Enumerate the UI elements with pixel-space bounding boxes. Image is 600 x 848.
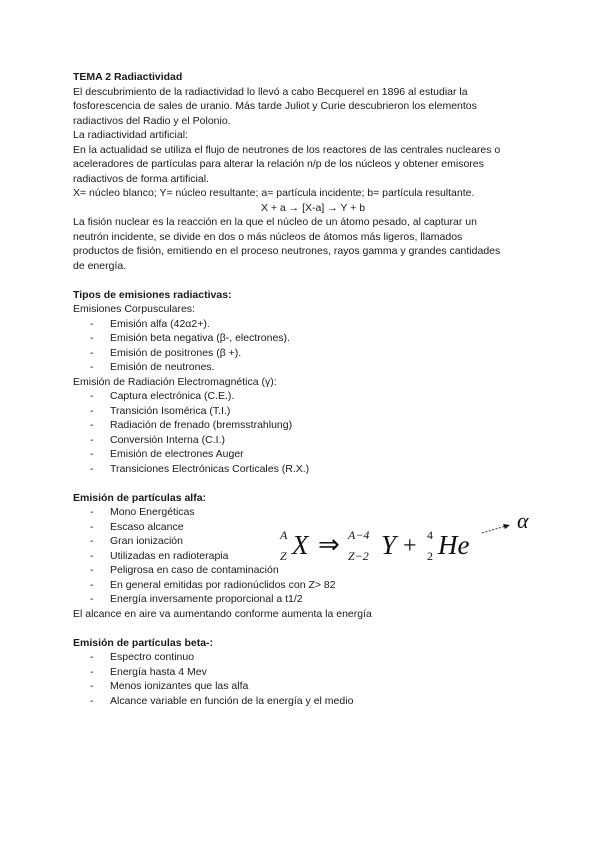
list-item: [73, 462, 553, 477]
formula-mass-number: A: [280, 528, 288, 542]
reaction-equation: X + a → [X-a] → Y + b: [260, 201, 366, 214]
list-item-text: Peligrosa en caso de contaminación: [110, 564, 279, 576]
alfa-heading: Emisión de partículas alfa:: [73, 491, 207, 504]
formula-daughter-symbol: Y: [381, 530, 397, 560]
beta-list: [73, 650, 553, 708]
formula-daughter-mass: A−4: [348, 528, 370, 542]
list-item: [73, 433, 553, 448]
spacer: [73, 273, 553, 288]
list-item-text: Emisión alfa (42α2+).: [110, 317, 210, 330]
formula-atomic-number: Z: [280, 549, 287, 563]
dash-bullet: -: [90, 535, 94, 547]
artificial-line: En la actualidad se utiliza el flujo de neutrones de los reactores de las centrales nucleares o: [73, 143, 501, 156]
list-item-text: Menos ionizantes que las alfa: [110, 680, 249, 692]
list-item-text: Emisión de neutrones.: [110, 361, 215, 373]
dash-bullet: -: [90, 564, 94, 576]
list-item-text: En general emitidas por radionúclidos con Z> 82: [110, 578, 336, 591]
list-item: [73, 317, 553, 332]
formula-he-atomic: 2: [427, 549, 433, 563]
dash-bullet: -: [90, 448, 94, 460]
alpha-symbol: α: [517, 508, 529, 533]
alpha-arrow: [480, 507, 540, 542]
formula-daughter-atomic: Z−2: [348, 549, 369, 563]
list-item: [73, 665, 553, 680]
list-item: [73, 650, 553, 665]
document-title: TEMA 2 Radiactividad: [73, 71, 183, 83]
formula-helium-symbol: He: [438, 530, 470, 560]
dash-bullet: -: [90, 317, 94, 330]
dash-bullet: -: [90, 680, 94, 692]
arrow-head-icon: [503, 524, 510, 529]
list-item-text: Energía hasta 4 Mev: [110, 665, 207, 678]
list-item-text: Utilizadas en radioterapia: [110, 549, 229, 562]
beta-heading: Emisión de partículas beta-:: [73, 636, 214, 649]
definitions-line: X= núcleo blanco; Y= núcleo resultante; a= partícula incidente; b= partícula resultante.: [73, 187, 475, 199]
dash-bullet: -: [90, 433, 94, 446]
dash-bullet: -: [90, 419, 94, 431]
list-item: [73, 331, 553, 346]
list-item-text: Gran ionización: [110, 535, 183, 547]
document-page: [73, 70, 553, 708]
alpha-decay-formula: [278, 520, 508, 570]
alfa-note: El alcance en aire va aumentando conforme aumenta la energía: [73, 607, 372, 620]
artificial-line: radiactivos de forma artificial.: [73, 172, 209, 185]
fission-line: de energía.: [73, 259, 127, 272]
list-item: [73, 418, 553, 433]
fission-line: La fisión nuclear es la reacción en la que el núcleo de un átomo pesado, al capturar un: [73, 216, 477, 228]
fission-line: productos de fisión, emitiendo en el proceso neutrones, rayos gamma y grandes cantidades: [73, 245, 501, 257]
dash-bullet: -: [90, 404, 94, 417]
intro-line: El descubrimiento de la radiactividad lo llevó a cabo Becquerel en 1896 al estudiar la: [73, 85, 468, 98]
formula-parent-symbol: X: [292, 530, 309, 560]
dash-bullet: -: [90, 665, 94, 678]
dash-bullet: -: [90, 361, 94, 373]
list-item: [73, 360, 553, 375]
formula-plus: +: [403, 533, 417, 559]
list-item-text: Conversión Interna (C.I.): [110, 433, 225, 446]
list-item-text: Energía inversamente proporcional a t1/2: [110, 593, 303, 605]
intro-line: radiactivos del Radio y el Polonio.: [73, 114, 231, 127]
corpusculares-list: [73, 317, 553, 375]
dash-bullet: -: [90, 462, 94, 475]
electromagnetica-label: Emisión de Radiación Electromagnética (γ):: [73, 375, 277, 388]
dash-bullet: -: [90, 651, 94, 663]
list-item: [73, 389, 553, 404]
list-item: [73, 578, 553, 593]
list-item-text: Captura electrónica (C.E.).: [110, 390, 235, 402]
list-item-text: Transiciones Electrónicas Corticales (R.X.): [110, 462, 310, 475]
list-item-text: Escaso alcance: [110, 520, 184, 533]
list-item: [73, 404, 553, 419]
list-item: [73, 694, 553, 709]
list-item-text: Emisión beta negativa (β-, electrones).: [110, 332, 290, 344]
dash-bullet: -: [90, 506, 94, 518]
dash-bullet: -: [90, 578, 94, 591]
list-item-text: Radiación de frenado (bremsstrahlung): [110, 419, 293, 431]
dash-bullet: -: [90, 332, 94, 344]
dash-bullet: -: [90, 549, 94, 562]
spacer: [73, 621, 553, 636]
fission-line: neutrón incidente, se divide en dos o más núcleos de átomos más ligeros, llamados: [73, 230, 463, 243]
list-item: [73, 679, 553, 694]
tipos-heading: Tipos de emisiones radiactivas:: [73, 288, 232, 301]
formula-he-mass: 4: [427, 528, 433, 542]
list-item-text: Mono Energéticas: [110, 506, 195, 518]
dash-bullet: -: [90, 593, 94, 605]
arrow-line: [482, 526, 506, 533]
dash-bullet: -: [90, 694, 94, 707]
dash-bullet: -: [90, 520, 94, 533]
list-item-text: Espectro continuo: [110, 651, 195, 663]
spacer: [73, 476, 553, 491]
corpusculares-label: Emisiones Corpusculares:: [73, 303, 195, 315]
formula-arrow: ⇒: [318, 530, 340, 559]
list-item-text: Emisión de electrones Auger: [110, 448, 244, 460]
artificial-heading: La radiactividad artificial:: [73, 129, 188, 141]
dash-bullet: -: [90, 346, 94, 359]
list-item: [73, 346, 553, 361]
intro-line: fosforescencia de sales de uranio. Más tarde Juliot y Curie descubrieron los elementos: [73, 100, 477, 112]
artificial-line: aceleradores de partículas para alterar la relación n/p de los núcleos y obtener emisores: [73, 158, 484, 170]
list-item: [73, 447, 553, 462]
list-item-text: Alcance variable en función de la energía y el medio: [110, 694, 354, 707]
list-item-text: Emisión de positrones (β +).: [110, 346, 242, 359]
dash-bullet: -: [90, 390, 94, 402]
electromagnetica-list: [73, 389, 553, 476]
list-item: [73, 592, 553, 607]
list-item-text: Transición Isomérica (T.I.): [110, 404, 231, 417]
